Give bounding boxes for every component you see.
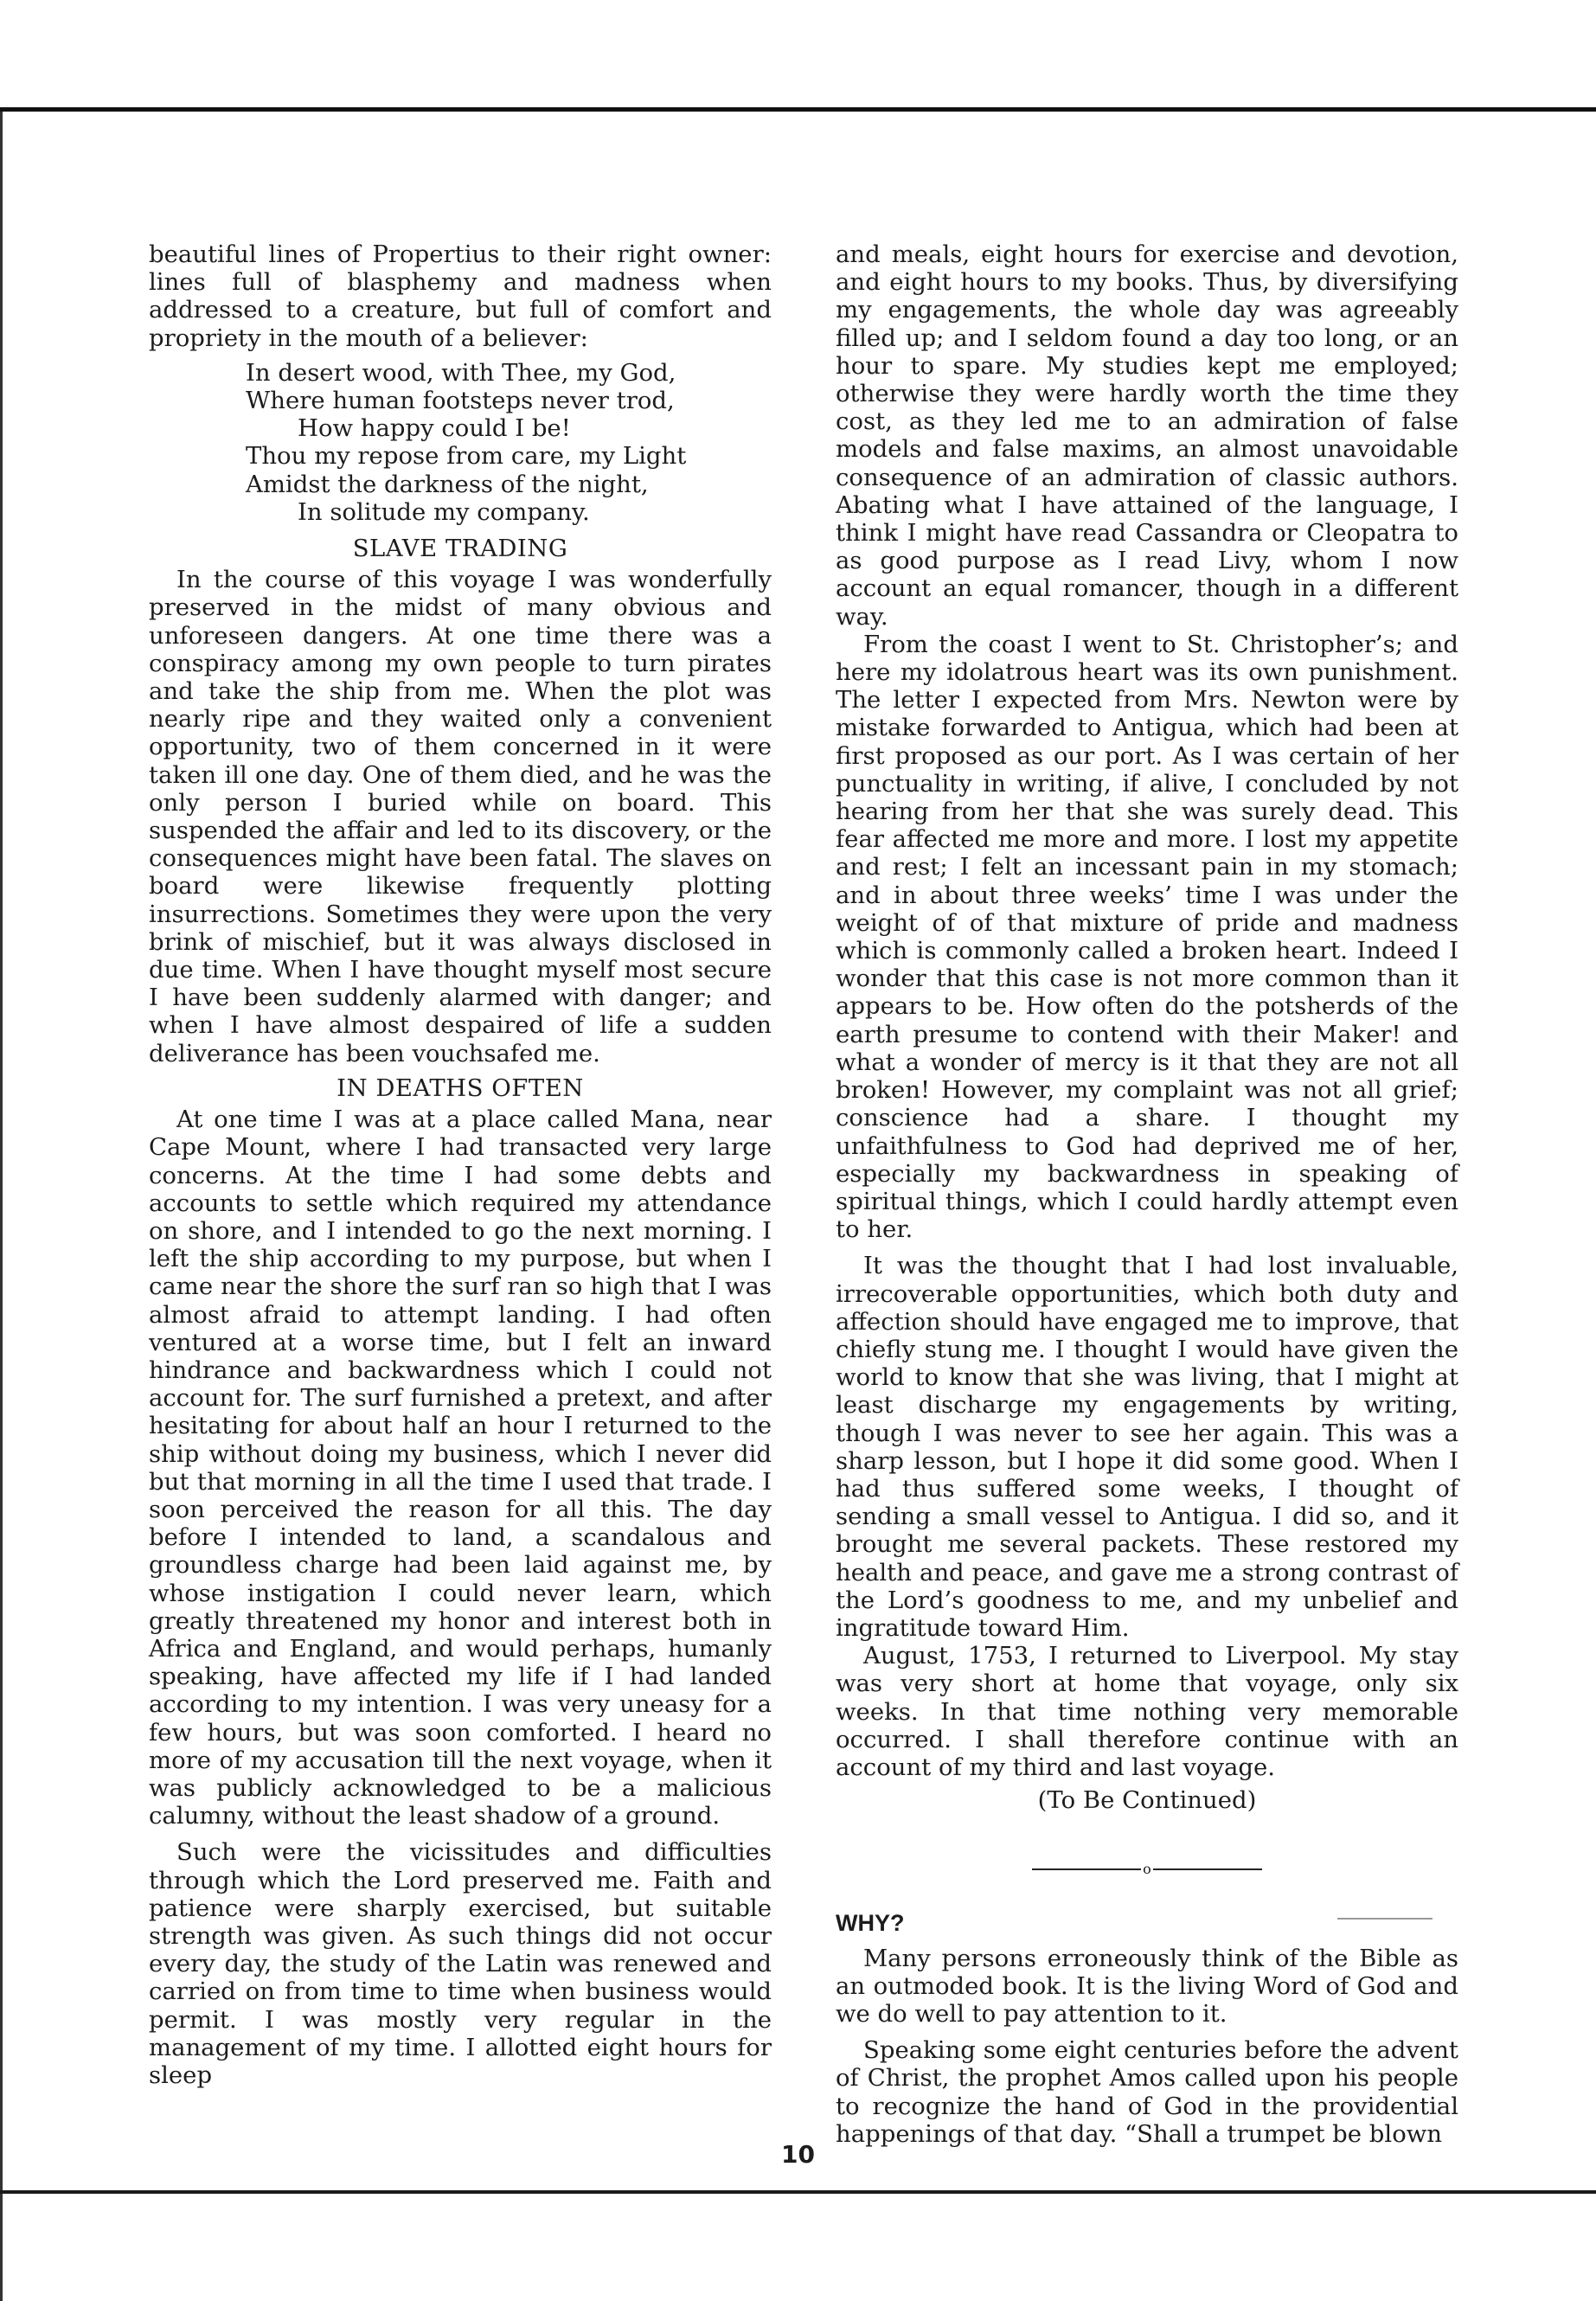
poem-line: Where human footsteps never trod,: [246, 387, 675, 415]
paragraph: It was the thought that I had lost invaluable, irrecoverable opportunities, which both duty and affection should have engaged me to improve, that chiefly stung me. I thought I would have given the world to know that she was living, that I might at least discharge my engagements by writing, though I was never to see her again. This was a sharp lesson, but I hope it did some good. When I had thus suffered some weeks, I thought of sending a small vessel to Antigua. I did so, and it brought me several packets. These restored my health and peace, and gave me a strong contrast of the Lord’s goodness to me, and my unbelief and ingratitude toward Him.: [836, 1252, 1458, 1642]
paragraph: August, 1753, I returned to Liverpool. My stay was very short at home that voyage, only six weeks. In that time nothing very memorable occurred. I shall therefore continue with an account of my third and last voyage.: [836, 1642, 1458, 1781]
divider-line: [1032, 1868, 1141, 1870]
right-column: [836, 240, 1458, 2148]
paragraph: From the coast I went to St. Christopher’s; and here my idolatrous heart was its own punishment. The letter I expected from Mrs. Newton were by mistake forwarded to Antigua, which had been at first proposed as our port. As I was certain of her punctuality in writing, if alive, I concluded by not hearing from her that she was surely dead. This fear affected me more and more. I lost my appetite and rest; I felt an incessant pain in my stomach; and in about three weeks’ time I was under the weight of of that mixture of pride and madness which is commonly called a broken heart. Indeed I wonder that this case is not more common than it appears to be. How often do the potsherds of the earth presume to contend with their Maker! and what a wonder of mercy is it that they are not all broken! However, my complaint was not all grief; conscience had a share. I thought my unfaithfulness to God had deprived me of her, especially my backwardness in speaking of spiritual things, which I could hardly attempt even to her.: [836, 630, 1458, 1244]
page-number: 10: [781, 2140, 815, 2169]
divider-line: [1153, 1868, 1262, 1870]
poem-line: In desert wood, with Thee, my God,: [246, 358, 676, 387]
poem-line: In solitude my company.: [298, 497, 590, 526]
faint-rule: [1337, 1918, 1433, 1920]
paragraph: At one time I was at a place called Mana, near Cape Mount, where I had transacted very large concerns. At the time I had some debts and accounts to settle which required my attendance on shore, and I intended to go the next morning. I left the ship according to my purpose, but when I came near the shore the surf ran so high that I was almost afraid to attempt landing. I had often ventured at a worse time, but I felt an inward hindrance and backwardness which I could not account for. The surf furnished a pretext, and after hesitating for about half an hour I returned to the ship without doing my business, which I never did but that morning in all the time I used that trade. I soon perceived the reason for all this. The day before I intended to land, a scandalous and groundless charge had been laid against me, by whose instigation I could never learn, which greatly threatened my honor and interest both in Africa and England, and would perhaps, humanly speaking, have affected my life if I had landed according to my intention. I was very uneasy for a few hours, but was soon comforted. I heard no more of my accusation till the next voyage, when it was publicly acknowledged to be a malicious calumny, without the least shadow of a ground.: [149, 1106, 772, 1830]
divider-mark: o: [1143, 1861, 1151, 1878]
to-be-continued-note: (To Be Continued): [1037, 1786, 1257, 1815]
poem: [246, 359, 772, 526]
top-border-rule: [0, 107, 1596, 112]
poem-line: How happy could I be!: [298, 414, 571, 443]
section-heading-in-deaths-often: IN DEATHS OFTEN: [337, 1074, 584, 1102]
intro-paragraph: beautiful lines of Propertius to their right owner: lines full of blasphemy and madness when addressed to a creature, but full of comfort and propriety in the mouth of a believer:: [149, 240, 772, 352]
paragraph: In the course of this voyage I was wonderfully preserved in the midst of many obvious and unforeseen dangers. At one time there was a conspiracy among my own people to turn pirates and take the ship from me. When the plot was nearly ripe and they waited only a convenient opportunity, two of them concerned in it were taken ill one day. One of them died, and he was the only person I buried while on board. This suspended the affair and led to its discovery, or the consequences might have been fatal. The slaves on board were likewise frequently plotting insurrections. Sometimes they were upon the very brink of mischief, but it was always disclosed in due time. When I have thought myself most secure I have been suddenly alarmed with danger; and when I have almost despaired of life a sudden deliverance has been vouchsafed me.: [149, 566, 772, 1067]
poem-line: Thou my repose from care, my Light: [246, 442, 687, 471]
paragraph: Many persons erroneously think of the Bible as an outmoded book. It is the living Word of God and we do well to pay attention to it.: [836, 1944, 1458, 2028]
section-divider: [836, 1862, 1458, 1876]
bottom-border-rule: [0, 2190, 1596, 2194]
paragraph: and meals, eight hours for exercise and devotion, and eight hours to my books. Thus, by diversifying my engagements, the whole day was agreeably filled up; and I seldom found a day too long, or an hour to spare. My studies kept me employed; otherwise they were hardly worth the time they cost, as they led me to an admiration of false models and false maxims, an almost unavoidable consequence of an admiration of classic authors. Abating what I have attained of the language, I think I might have read Cassandra or Cleopatra to as good purpose as I read Livy, whom I now account an equal romancer, though in a different way.: [836, 240, 1458, 631]
paragraph: Speaking some eight centuries before the advent of Christ, the prophet Amos called upon his people to recognize the hand of God in the providential happenings of that day. “Shall a trumpet be blown: [836, 2036, 1458, 2148]
poem-line: Amidst the darkness of the night,: [246, 470, 649, 498]
left-page-edge: [0, 112, 3, 2301]
section-heading-slave-trading: SLAVE TRADING: [352, 535, 568, 563]
why-heading-row: [836, 1909, 1458, 1937]
why-heading: WHY?: [836, 1910, 905, 1937]
left-column: [149, 240, 772, 2089]
paragraph: Such were the vicissitudes and difficulties through which the Lord preserved me. Faith and patience were sharply exercised, but suitable strength was given. As such things did not occur every day, the study of the Latin was renewed and carried on from time to time when business would permit. I was mostly very regular in the management of my time. I allotted eight hours for sleep: [149, 1838, 772, 2089]
